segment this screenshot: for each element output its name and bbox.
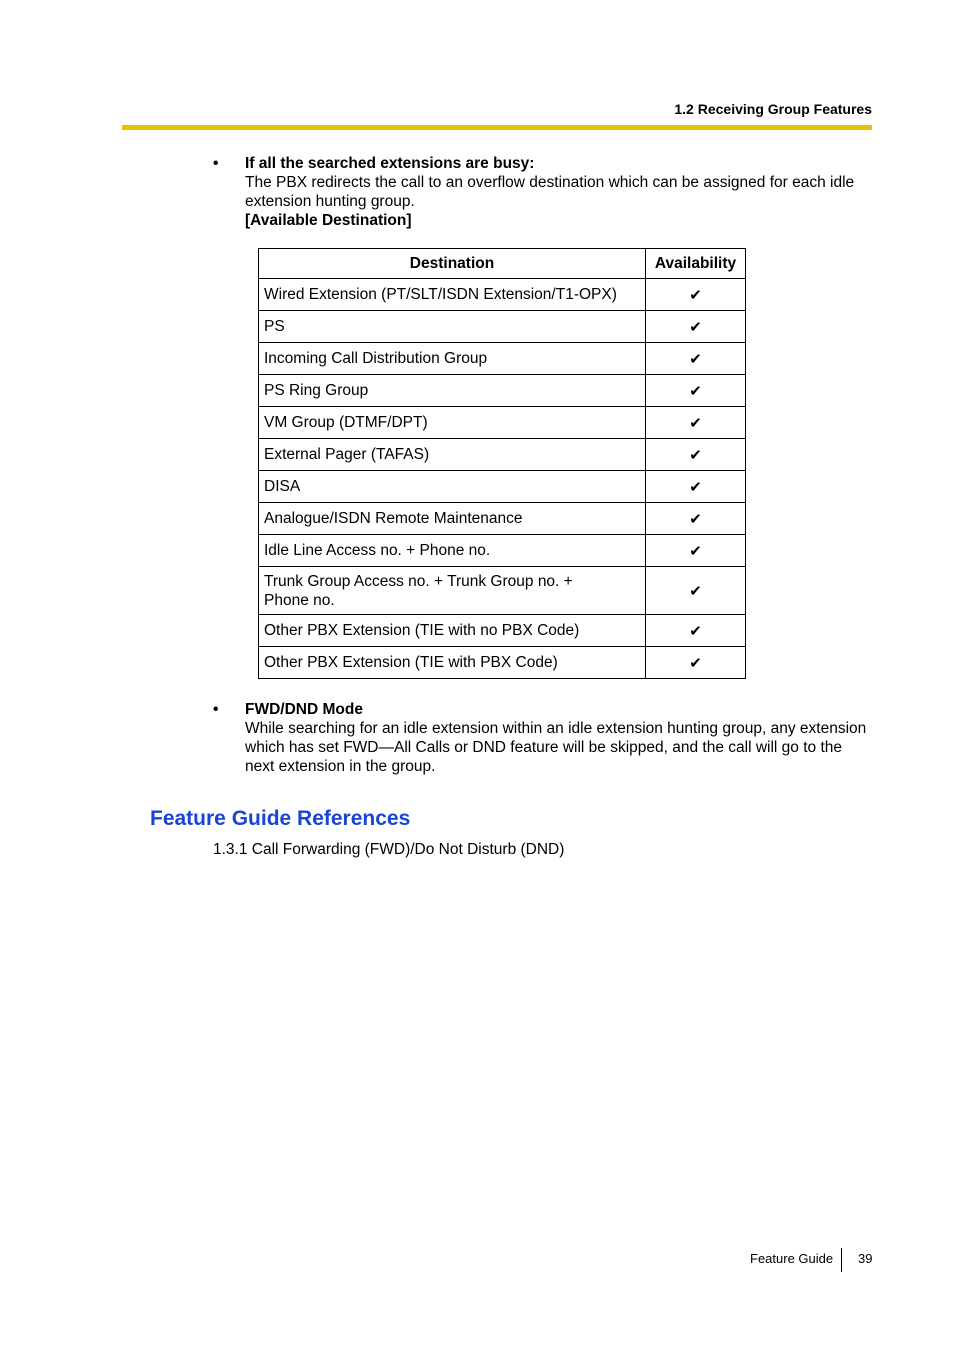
destination-cell: Other PBX Extension (TIE with no PBX Code) [259, 615, 646, 647]
table-row [259, 615, 746, 647]
checkmark-icon: ✔ [646, 615, 746, 647]
busy-bullet-item [213, 154, 873, 230]
destination-cell: Wired Extension (PT/SLT/ISDN Extension/T1-OPX) [259, 279, 646, 311]
table-row [259, 471, 746, 503]
header-destination: Destination [259, 249, 646, 279]
table-row [259, 311, 746, 343]
header-rule [122, 125, 872, 130]
checkmark-icon: ✔ [646, 503, 746, 535]
running-header-title: 1.2 Receiving Group Features [674, 101, 872, 117]
checkmark-icon: ✔ [646, 535, 746, 567]
fwd-dnd-bullet-item [213, 700, 873, 776]
table-row [259, 647, 746, 679]
footer-divider [841, 1248, 842, 1272]
fwd-dnd-heading: FWD/DND Mode [245, 701, 363, 718]
destination-cell: VM Group (DTMF/DPT) [259, 407, 646, 439]
checkmark-icon: ✔ [646, 471, 746, 503]
table-row [259, 439, 746, 471]
busy-heading: If all the searched extensions are busy: [245, 155, 535, 172]
table-row [259, 343, 746, 375]
busy-description: The PBX redirects the call to an overflow destination which can be assigned for each idle extension hunting group. [245, 174, 855, 210]
destination-cell: DISA [259, 471, 646, 503]
checkmark-icon: ✔ [646, 439, 746, 471]
header-availability: Availability [646, 249, 746, 279]
destination-cell: Idle Line Access no. + Phone no. [259, 535, 646, 567]
destination-cell: PS Ring Group [259, 375, 646, 407]
destination-cell: Incoming Call Distribution Group [259, 343, 646, 375]
destination-cell: Other PBX Extension (TIE with PBX Code) [259, 647, 646, 679]
checkmark-icon: ✔ [646, 279, 746, 311]
table-row [259, 503, 746, 535]
destination-table [258, 248, 746, 679]
table-row [259, 535, 746, 567]
table-header-row [259, 249, 746, 279]
page-number: 39 [858, 1251, 873, 1266]
feature-guide-references-heading: Feature Guide References [150, 807, 411, 830]
destination-cell: Analogue/ISDN Remote Maintenance [259, 503, 646, 535]
fwd-dnd-description: While searching for an idle extension within an idle extension hunting group, any extension which has set FWD—All Calls or DND feature will be skipped, and the call will go to the next extension in the group. [245, 720, 867, 775]
available-destination-subheading: [Available Destination] [245, 212, 412, 229]
destination-cell: PS [259, 311, 646, 343]
destination-cell: External Pager (TAFAS) [259, 439, 646, 471]
checkmark-icon: ✔ [646, 311, 746, 343]
checkmark-icon: ✔ [646, 647, 746, 679]
checkmark-icon: ✔ [646, 343, 746, 375]
checkmark-icon: ✔ [646, 407, 746, 439]
destination-cell: Trunk Group Access no. + Trunk Group no. + Phone no. [259, 567, 646, 615]
footer-label: Feature Guide [750, 1251, 834, 1266]
bullet-marker: • [213, 701, 219, 718]
checkmark-icon: ✔ [646, 375, 746, 407]
bullet-marker: • [213, 155, 219, 172]
table-row [259, 567, 746, 615]
table-row [259, 375, 746, 407]
reference-link-call-forwarding[interactable]: 1.3.1 Call Forwarding (FWD)/Do Not Disturb (DND) [213, 841, 565, 858]
table-row [259, 407, 746, 439]
table-row [259, 279, 746, 311]
checkmark-icon: ✔ [646, 567, 746, 615]
